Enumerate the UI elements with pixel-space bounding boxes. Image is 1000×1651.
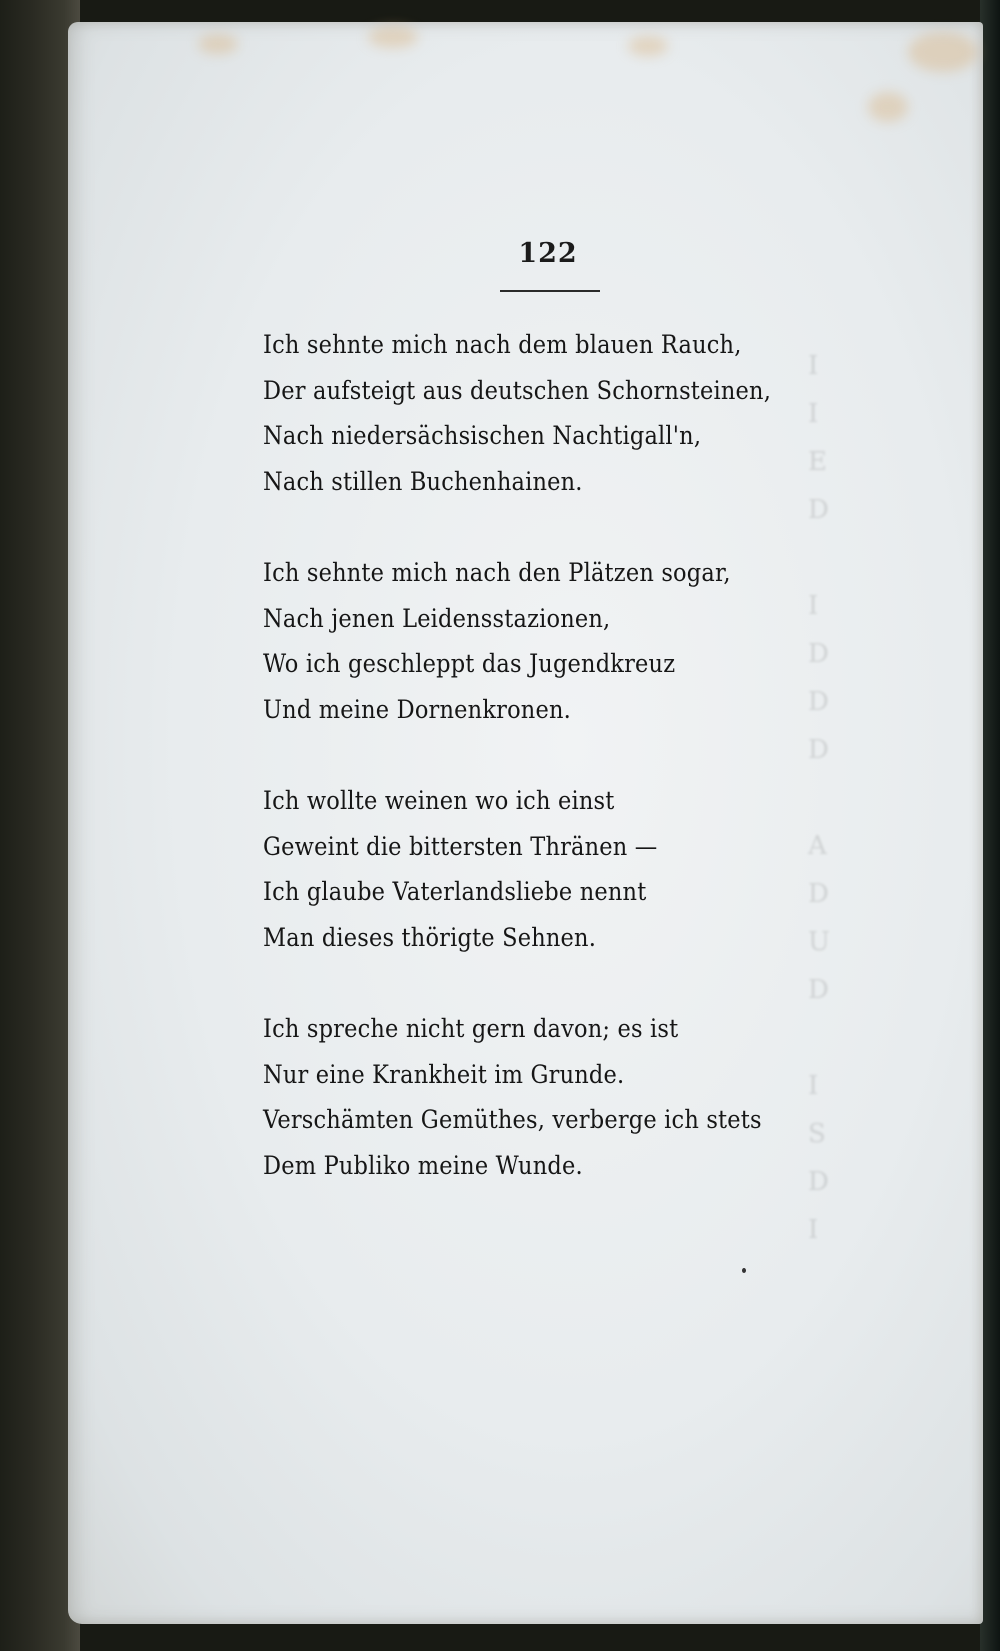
ink-speck: [742, 1268, 746, 1273]
foxing-stain: [198, 34, 238, 54]
poem-line: Verschämten Gemüthes, verberge ich stets: [263, 1105, 762, 1134]
poem-line: Nach niedersächsischen Nachtigall'n,: [263, 421, 702, 450]
poem-line: Ich sehnte mich nach den Plätzen sogar,: [263, 558, 731, 587]
poem-line: Und meine Dornenkronen.: [263, 694, 571, 724]
stanza-2: [263, 550, 903, 732]
poem-line: Geweint die bittersten Thränen —: [263, 831, 658, 861]
foxing-stain: [628, 36, 668, 56]
poem-line: Man dieses thörigte Sehnen.: [263, 922, 597, 952]
poem-line: Dem Publiko meine Wunde.: [263, 1150, 583, 1180]
foxing-stain: [368, 26, 418, 48]
poem-line: Wo ich geschleppt das Jugendkreuz: [263, 649, 676, 678]
poem-line: Nach jenen Leidensstazionen,: [263, 603, 611, 633]
stanza-3: [263, 778, 903, 960]
page-number-rule: [500, 290, 600, 292]
poem-line: Der aufsteigt aus deutschen Schornsteinen,: [263, 375, 772, 405]
page-number: 122: [518, 238, 578, 269]
foxing-stain: [908, 32, 978, 72]
stanza-4: [263, 1006, 903, 1188]
poem-line: Ich glaube Vaterlandsliebe nennt: [263, 877, 647, 906]
foxing-stain: [868, 92, 908, 122]
show-through-text: I I E D I D D D A D U D I S D I: [808, 351, 830, 1245]
poem-line: Nach stillen Buchenhainen.: [263, 466, 583, 496]
backdrop-right: [980, 0, 1000, 1651]
poem-line: Ich spreche nicht gern davon; es ist: [263, 1014, 679, 1043]
poem-line: Nur eine Krankheit im Grunde.: [263, 1059, 625, 1089]
poem: [263, 322, 903, 1234]
poem-line: Ich wollte weinen wo ich einst: [263, 786, 615, 815]
poem-line: Ich sehnte mich nach dem blauen Rauch,: [263, 330, 742, 359]
stanza-1: [263, 322, 903, 504]
